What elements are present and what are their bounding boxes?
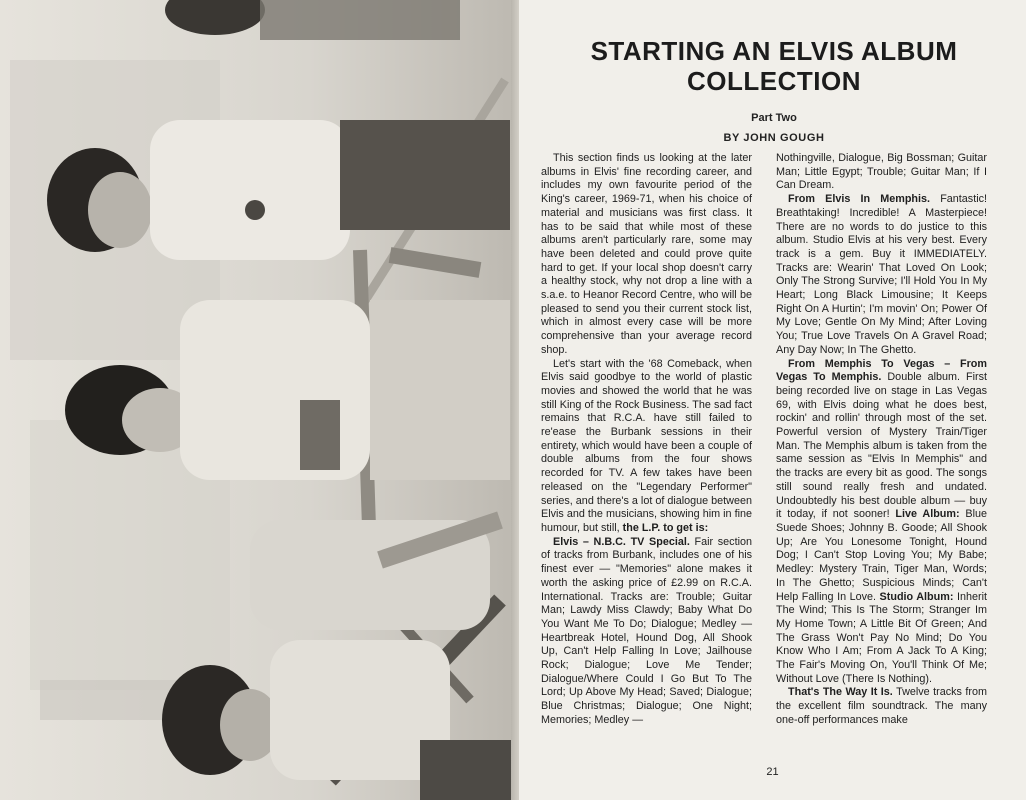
album-heading-vegas: From Memphis To Vegas – From Vegas To Memphis. — [776, 357, 987, 384]
paragraph-comeback — [541, 358, 752, 536]
article-page — [519, 0, 1026, 800]
paragraph-thats-the-way — [776, 686, 987, 727]
paragraph-continued: Nothingville, Dialogue, Big Bossman; Guitar Man; Little Egypt; Trouble; Guitar Man; If I Can Dream. — [776, 152, 987, 192]
live-album-text: Blue Suede Shoes; Johnny B. Goode; All Shook Up; Are You Lonesome Tonight, Hound Dog; I Can't Stop Loving You; My Babe; Medley: Mystery Train, Tiger Man, Words; In The Ghetto; Suspicious Minds; Can't Help Falling In Love. — [776, 508, 987, 603]
paragraph-nbc-special — [541, 536, 752, 728]
article-title: STARTING AN ELVIS ALBUM COLLECTION — [590, 36, 958, 96]
album-heading-thats-the-way: That's The Way It Is. — [788, 686, 893, 699]
article-part: Part Two — [751, 112, 797, 124]
page-number: 21 — [766, 766, 779, 778]
studio-album-text: Inherit The Wind; This Is The Storm; Stranger Im My Home Town; A Little Bit Of Green; And The Grass Won't Pay No Mind; Do You Know Who I Am; From A Jack To A King; The Fair's Moving On, You'll Think Of Me; Without Love (There Is Nothing). — [776, 590, 987, 685]
paragraph-intro: This section finds us looking at the later albums in Elvis' fine recording career, and includes my own favourite period of the King's career, 1969-71, when his choice of material and musicians was first class. It has to be said that while most of these albums aren't particularly rare, some may have been deleted and could prove quite hard to get. If your local shop doesn't carry a healthy stock, why not drop a line with a s.a.e. to Heanor Record Centre, who will be pleased to send you their current stock list, which in almost every case will be more comprehensive than your average record shop. — [541, 152, 752, 356]
paragraph-comeback-text: Let's start with the '68 Comeback, when Elvis said goodbye to the world of plastic movies and showed the world that he was still King of the Rock Business. The sad fact remains that R.C.A. have still failed to re'ease the Burbank sessions in their entirety, which would have been a couple of double albums from the four shows recorded for TV. A few takes have been released on the "Legendary Performer" series, and there's a lot of dialogue between Elvis and the musicians, showing him in fine humour, but still, — [541, 357, 752, 534]
paragraph-elvis-in-memphis — [776, 193, 987, 357]
article-column-left — [541, 152, 752, 728]
album-text-nbc: Fair section of tracks from Burbank, includes one of his finest ever — "Memories" alone makes it worth the asking price of £2.99 on R.C.A. International. Tracks are: Trouble; Guitar Man; Lawdy Miss Clawdy; Baby What Do You Want Me To Do; Dialogue; Medley — Heartbreak Hotel, Hound Dog, All Shook Up, Can't Help Falling In Love; Jailhouse Rock; Dialogue; Love Me Tender; Dialogue/Where Could I Go But To The Lord; Up Above My Head; Saved; Dialogue; Blue Christmas; Dialogue; One Night; Memories; Medley — — [541, 535, 752, 726]
album-heading-memphis: From Elvis In Memphis. — [788, 193, 931, 206]
article-byline: BY JOHN GOUGH — [723, 132, 825, 144]
album-text-vegas: Double album. First being recorded live on stage in Las Vegas 69, with Elvis doing what he does best, rockin' and rollin' through most of the set. Powerful version of Mystery Train/Tiger Man. The Memphis album is taken from the same session as "Elvis In Memphis" and the tracks are every bit as good. The songs still sound really fresh and undated. Undoubtedly his best double album — buy it today, if not sooner! — [776, 371, 987, 521]
paragraph-comeback-bold: the L.P. to get is: — [622, 521, 709, 534]
album-text-memphis: Fantastic! Breathtaking! Incredible! A Masterpiece! There are no words to do justice to this album. Studio Elvis at his very best. Every track is a gem. Buy it IMMEDIATELY. Tracks are: Wearin' That Loved On Look; Only The Strong Survive; I'll Hold You In My Heart; Long Black Limousine; It Keeps Right On A Hurtin'; I'm movin' On; Power Of My Love; Gentle On My Mind; After Loving You; True Love Travels On A Gravel Road; Any Day Now; In The Ghetto. — [776, 193, 987, 356]
paragraph-memphis-to-vegas — [776, 358, 987, 687]
album-heading-nbc: Elvis – N.B.C. TV Special. — [553, 535, 690, 548]
studio-album-heading: Studio Album: — [879, 590, 954, 603]
article-column-right — [776, 152, 987, 728]
album-text-thats-the-way: Twelve tracks from the excellent film soundtrack. The many one-off performances make — [776, 686, 987, 726]
live-album-heading: Live Album: — [895, 508, 960, 521]
